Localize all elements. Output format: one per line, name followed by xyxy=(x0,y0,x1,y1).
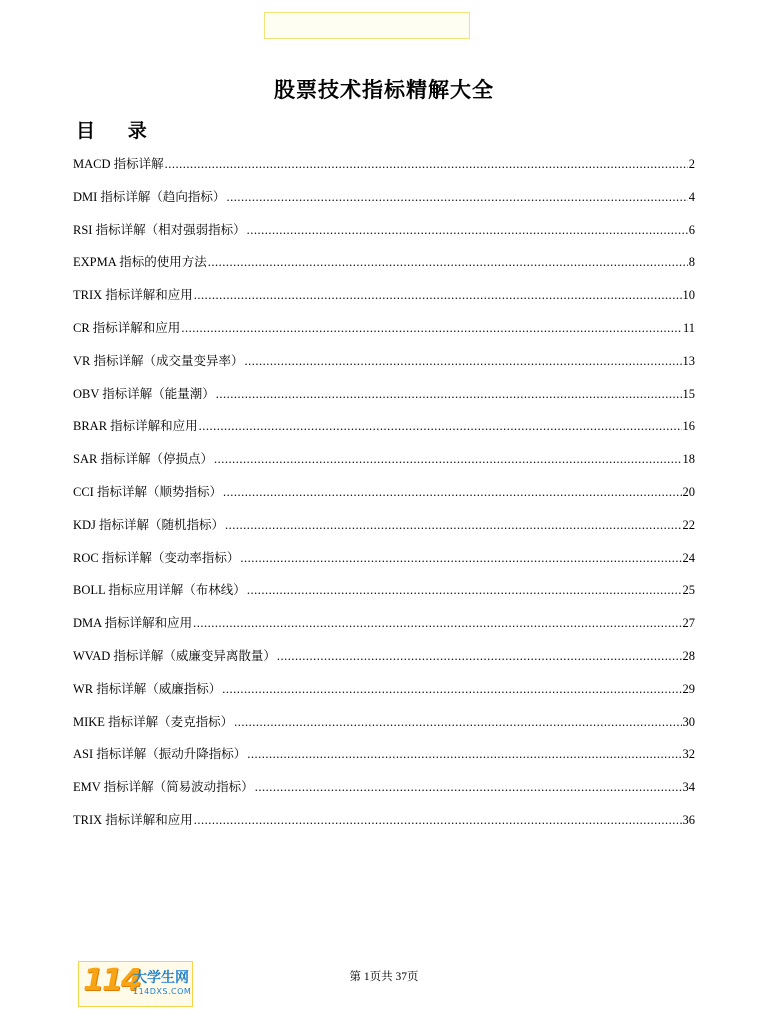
toc-entry-label: EMV 指标详解（简易波动指标） xyxy=(73,780,254,795)
toc-entry-page: 16 xyxy=(682,419,695,434)
toc-entry-page: 24 xyxy=(682,550,695,565)
toc-entry-page: 28 xyxy=(682,648,695,663)
dot-leader xyxy=(247,746,681,762)
dot-leader xyxy=(193,615,681,631)
toc-entry-label: CR 指标详解和应用 xyxy=(73,320,181,335)
toc-entry-label: CCI 指标详解（顺势指标） xyxy=(73,484,222,499)
toc-entry-label: MIKE 指标详解（麦克指标） xyxy=(73,714,234,729)
toc-entry[interactable] xyxy=(73,615,695,648)
toc-entry[interactable] xyxy=(73,484,695,517)
dot-leader xyxy=(247,582,682,598)
toc-entry-page: 18 xyxy=(682,452,695,467)
toc-entry[interactable] xyxy=(73,386,695,419)
toc-entry-page: 30 xyxy=(682,714,695,729)
toc-entry-label: ASI 指标详解（振动升降指标） xyxy=(73,747,247,762)
toc-entry-page: 11 xyxy=(682,320,695,335)
toc-entry-label: VR 指标详解（成交量变异率） xyxy=(73,353,244,368)
dot-leader xyxy=(255,779,682,795)
dot-leader xyxy=(216,386,682,402)
logo-number: 114 xyxy=(83,963,140,998)
toc-entry-label: DMA 指标详解和应用 xyxy=(73,616,193,631)
logo-url: 114DXS.COM xyxy=(133,987,192,996)
table-of-contents xyxy=(73,156,695,845)
toc-entry-label: BOLL 指标应用详解（布林线） xyxy=(73,583,246,598)
page-number: 第 1页共 37页 xyxy=(349,971,419,983)
toc-entry[interactable] xyxy=(73,582,695,615)
dot-leader xyxy=(226,189,687,205)
toc-entry-page: 8 xyxy=(688,255,695,270)
dot-leader xyxy=(208,254,688,270)
dot-leader xyxy=(247,222,688,238)
toc-entry-label: MACD 指标详解 xyxy=(73,157,164,171)
toc-entry-page: 4 xyxy=(688,189,695,204)
toc-entry-label: TRIX 指标详解和应用 xyxy=(73,288,193,303)
dot-leader xyxy=(181,320,682,336)
toc-entry-page: 15 xyxy=(682,386,695,401)
toc-entry-page: 36 xyxy=(682,812,695,827)
toc-entry[interactable] xyxy=(73,254,695,287)
toc-entry-page: 6 xyxy=(688,222,695,237)
dot-leader xyxy=(225,517,681,533)
dot-leader xyxy=(277,648,682,664)
toc-entry[interactable] xyxy=(73,222,695,255)
toc-entry-label: TRIX 指标详解和应用 xyxy=(73,812,193,827)
toc-entry-label: RSI 指标详解（相对强弱指标） xyxy=(73,222,246,237)
toc-entry-page: 2 xyxy=(688,157,695,171)
toc-entry-page: 32 xyxy=(682,747,695,762)
toc-entry-page: 10 xyxy=(682,288,695,303)
toc-entry[interactable] xyxy=(73,189,695,222)
dot-leader xyxy=(194,287,682,303)
dot-leader xyxy=(165,156,688,172)
dot-leader xyxy=(194,812,682,828)
toc-entry[interactable] xyxy=(73,156,695,189)
dot-leader xyxy=(199,418,682,434)
toc-entry-page: 27 xyxy=(682,616,695,631)
toc-entry-page: 25 xyxy=(682,583,695,598)
toc-entry-label: WVAD 指标详解（威廉变异离散量） xyxy=(73,648,276,663)
toc-entry-label: DMI 指标详解（趋向指标） xyxy=(73,189,226,204)
toc-entry[interactable] xyxy=(73,550,695,583)
toc-entry-label: KDJ 指标详解（随机指标） xyxy=(73,517,225,532)
dot-leader xyxy=(240,550,681,566)
toc-entry[interactable] xyxy=(73,517,695,550)
toc-entry[interactable] xyxy=(73,451,695,484)
toc-entry-page: 29 xyxy=(682,681,695,696)
toc-entry[interactable] xyxy=(73,648,695,681)
dot-leader xyxy=(214,451,682,467)
toc-entry[interactable] xyxy=(73,287,695,320)
toc-entry[interactable] xyxy=(73,714,695,747)
toc-entry-label: EXPMA 指标的使用方法 xyxy=(73,255,207,270)
logo-name: 大学生网 xyxy=(133,970,189,986)
toc-entry-label: SAR 指标详解（停损点） xyxy=(73,452,213,467)
dot-leader xyxy=(223,484,682,500)
toc-entry-page: 22 xyxy=(682,517,695,532)
dot-leader xyxy=(222,681,681,697)
toc-entry-page: 34 xyxy=(682,780,695,795)
toc-entry-label: ROC 指标详解（变动率指标） xyxy=(73,550,240,565)
toc-entry-page: 13 xyxy=(682,353,695,368)
toc-entry[interactable] xyxy=(73,353,695,386)
toc-entry-label: OBV 指标详解（能量潮） xyxy=(73,386,215,401)
toc-entry-label: WR 指标详解（威廉指标） xyxy=(73,681,222,696)
toc-entry[interactable] xyxy=(73,418,695,451)
toc-heading: 目 录 xyxy=(76,121,161,142)
toc-entry[interactable] xyxy=(73,779,695,812)
toc-entry-page: 20 xyxy=(682,484,695,499)
toc-entry[interactable] xyxy=(73,320,695,353)
site-logo[interactable] xyxy=(78,961,193,1007)
dot-leader xyxy=(234,714,681,730)
toc-entry[interactable] xyxy=(73,812,695,845)
document-title: 股票技术指标精解大全 xyxy=(274,78,494,102)
toc-entry[interactable] xyxy=(73,681,695,714)
dot-leader xyxy=(245,353,682,369)
toc-entry-label: BRAR 指标详解和应用 xyxy=(73,419,198,434)
toc-entry[interactable] xyxy=(73,746,695,779)
header-blank-box xyxy=(264,12,470,39)
